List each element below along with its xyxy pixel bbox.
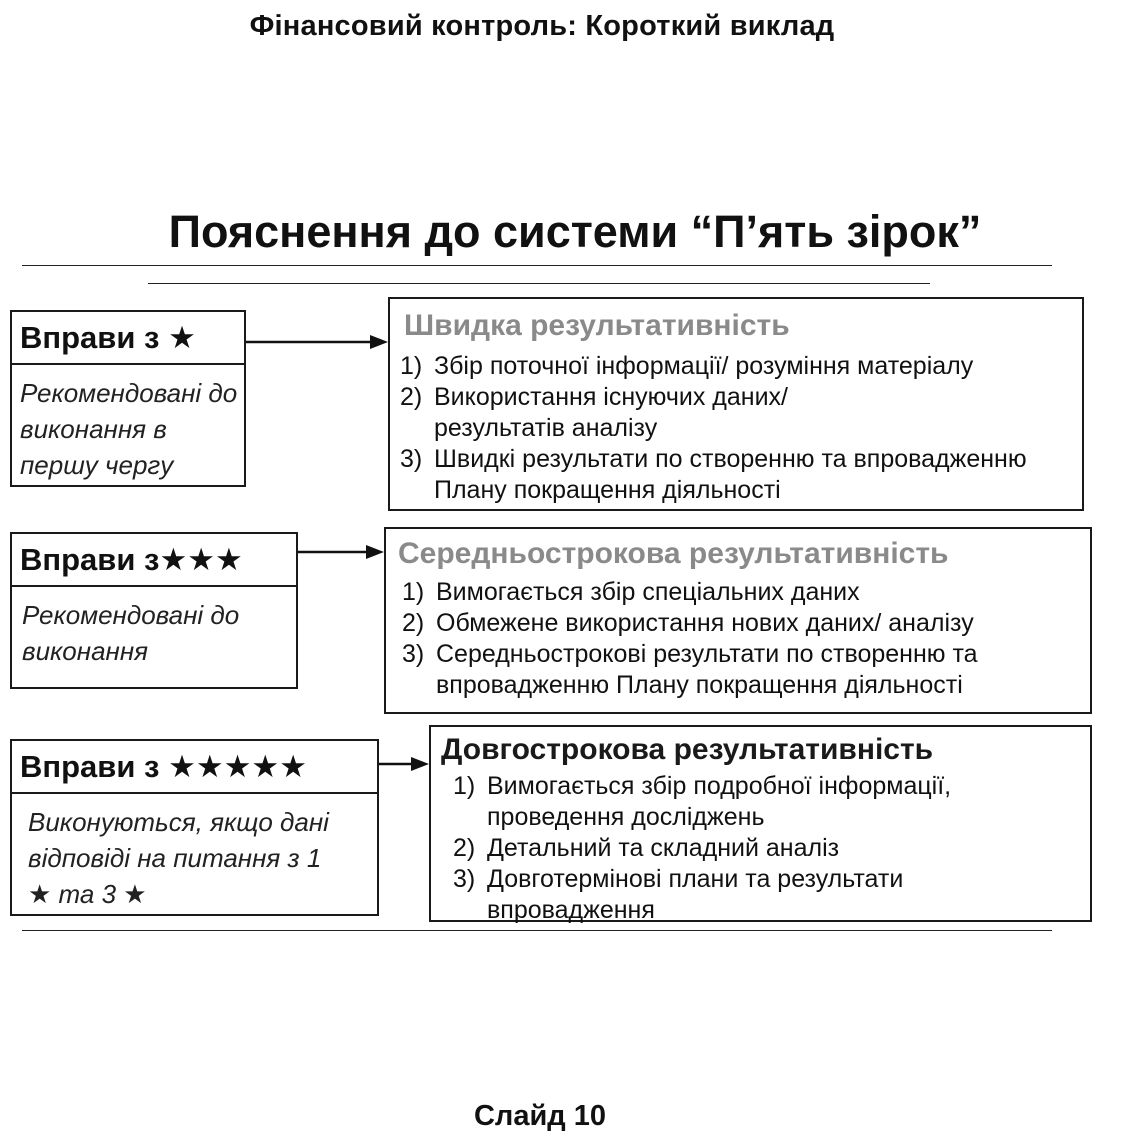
level-2-label: Вправи з xyxy=(20,542,160,577)
list-item xyxy=(400,351,1080,382)
list-item xyxy=(453,771,1083,833)
level-2-label-box xyxy=(10,532,298,587)
list-item-number: 2) xyxy=(402,609,425,637)
list-item-number: 1) xyxy=(402,578,425,606)
list-item-text: Вимогається збір спеціальних даних xyxy=(436,578,860,606)
level-2-description: Рекомендовані до виконання xyxy=(22,600,240,666)
level-1-description: Рекомендовані до виконання в першу чергу xyxy=(20,378,238,480)
level-3-description-box xyxy=(10,794,379,916)
level-1-label-box xyxy=(10,310,246,365)
level-1-stars: ★ xyxy=(168,320,196,355)
level-3-result-title: Довгострокова результативність xyxy=(441,733,934,766)
level-2-result-box xyxy=(384,527,1092,714)
slide-number: Слайд 10 xyxy=(473,1100,607,1132)
list-item-number: 3) xyxy=(453,865,476,893)
level-2-result-title: Середньострокова результативність xyxy=(398,537,949,570)
level-3-arrow xyxy=(379,752,429,776)
list-item xyxy=(402,577,1092,608)
level-3-label-box xyxy=(10,739,379,794)
level-2-description-box xyxy=(10,587,298,689)
level-3-item-list xyxy=(453,771,1083,926)
list-item-number: 2) xyxy=(453,834,476,862)
list-item-number: 1) xyxy=(453,772,476,800)
list-item xyxy=(453,833,1083,864)
level-3-stars: ★★★★★ xyxy=(168,749,308,784)
list-item xyxy=(400,444,1080,506)
list-item-text: Середньострокові результати по створенню та впровадженню Плану покращення діяльності xyxy=(436,640,978,699)
list-item-text: Збір поточної інформації/ розуміння матеріалу xyxy=(434,352,974,380)
list-item-text: Вимогається збір подробної інформації, проведення досліджень xyxy=(487,772,952,831)
level-2-stars: ★★★ xyxy=(159,542,243,577)
level-1-item-list xyxy=(400,351,1080,506)
list-item-text: Довготермінові плани та результати впровадження xyxy=(487,865,904,924)
level-3-description: Виконуються, якщо дані відповіді на питання з 1 ★ та 3 ★ xyxy=(28,807,329,909)
level-3-result-box xyxy=(429,725,1092,922)
list-item xyxy=(400,382,1080,444)
bottom-rule xyxy=(22,930,1052,931)
list-item-number: 2) xyxy=(400,383,423,411)
level-1-result-box xyxy=(388,297,1084,511)
level-1-label: Вправи з xyxy=(20,320,160,355)
document-header: Фінансовий контроль: Короткий виклад xyxy=(249,10,835,42)
list-item xyxy=(402,608,1092,639)
level-2-item-list xyxy=(402,577,1092,701)
list-item-text: Детальний та складний аналіз xyxy=(487,834,840,862)
list-item xyxy=(453,864,1083,926)
level-3-label: Вправи з xyxy=(20,749,160,784)
title-rule-bottom xyxy=(148,283,930,284)
list-item-text: Обмежене використання нових даних/ аналізу xyxy=(436,609,974,637)
title-rule-top xyxy=(22,265,1052,266)
level-1-result-title: Швидка результативність xyxy=(404,309,790,342)
list-item-number: 3) xyxy=(400,445,423,473)
list-item xyxy=(402,639,1092,701)
page-title: Пояснення до системи “П’ять зірок” xyxy=(168,206,982,257)
level-1-description-box xyxy=(10,365,246,487)
list-item-number: 3) xyxy=(402,640,425,668)
list-item-text: Використання існуючих даних/ результатів аналізу xyxy=(434,383,789,442)
level-2-arrow xyxy=(298,540,384,564)
level-1-arrow xyxy=(246,330,388,354)
list-item-text: Швидкі результати по створенню та впровадженню Плану покращення діяльності xyxy=(434,445,1027,504)
list-item-number: 1) xyxy=(400,352,423,380)
